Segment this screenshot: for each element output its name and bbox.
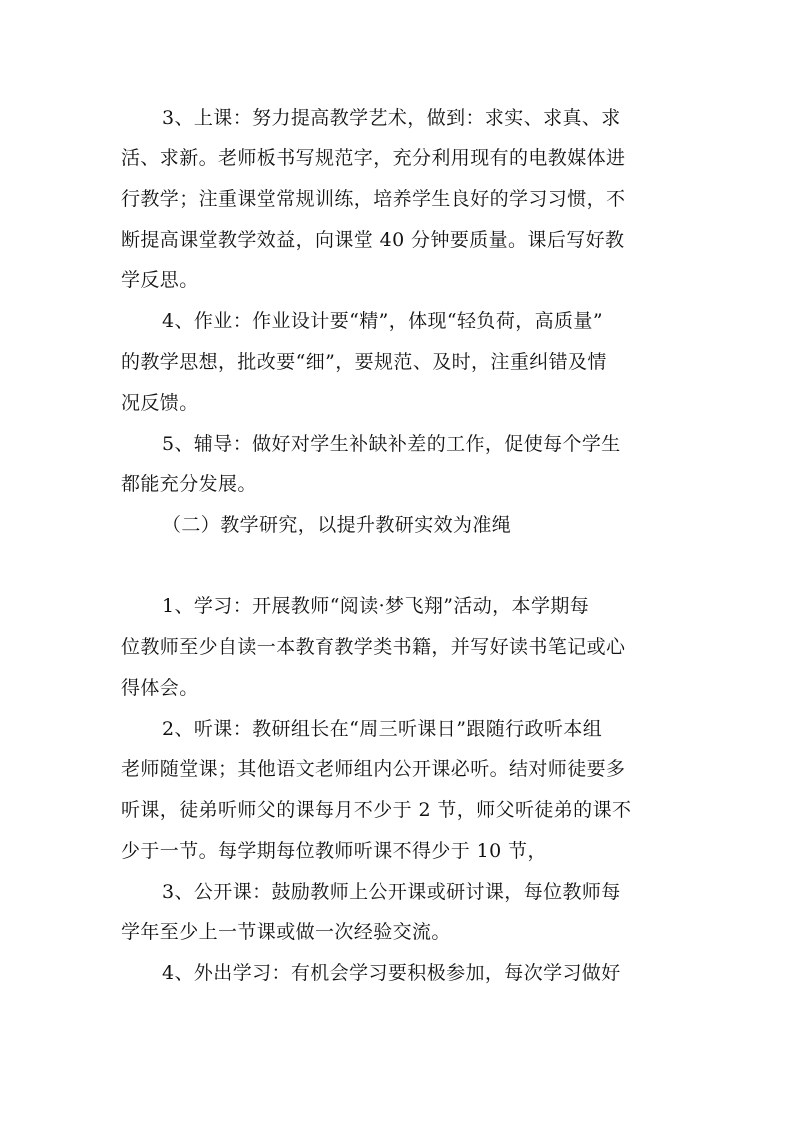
paragraph-line: 得体会。 (121, 677, 199, 699)
paragraph-line: 都能充分发展。 (121, 473, 257, 495)
paragraph-line: 4、作业：作业设计要“精”，体现“轻负荷，高质量” (162, 310, 603, 332)
section-heading: （二）教学研究，以提升教研实效为准绳 (162, 514, 512, 536)
paragraph-line: 行教学；注重课堂常规训练，培养学生良好的学习习惯，不 (121, 188, 626, 210)
paragraph-line: 学反思。 (121, 269, 199, 291)
paragraph-line: 活、求新。老师板书写规范字，充分利用现有的电教媒体进 (121, 147, 626, 169)
paragraph-line: 听课，徒弟听师父的课每月不少于 2 节，师父听徒弟的课不 (121, 799, 632, 821)
paragraph-line: 5、辅导：做好对学生补缺补差的工作，促使每个学生 (162, 433, 621, 455)
paragraph-line: 3、上课：努力提高教学艺术，做到：求实、求真、求 (162, 107, 621, 129)
paragraph-line: 老师随堂课；其他语文老师组内公开课必听。结对师徒要多 (121, 758, 626, 780)
paragraph-line: 位教师至少自读一本教育教学类书籍，并写好读书笔记或心 (121, 636, 626, 658)
paragraph-line: 少于一节。每学期每位教师听课不得少于 10 节， (121, 840, 547, 862)
paragraph-line: 断提高课堂教学效益，向课堂 40 分钟要质量。课后写好教 (121, 229, 625, 251)
paragraph-line: 3、公开课：鼓励教师上公开课或研讨课，每位教师每 (162, 881, 621, 903)
paragraph-line: 2、听课：教研组长在“周三听课日”跟随行政听本组 (162, 718, 603, 740)
paragraph-line: 1、学习：开展教师“阅读·梦飞翔”活动，本学期每 (162, 595, 590, 617)
paragraph-line: 4、外出学习：有机会学习要积极参加，每次学习做好 (162, 962, 621, 984)
paragraph-line: 的教学思想，批改要“细”，要规范、及时，注重纠错及情 (121, 351, 607, 373)
paragraph-line: 况反馈。 (121, 392, 199, 414)
paragraph-line: 学年至少上一节课或做一次经验交流。 (121, 921, 451, 943)
